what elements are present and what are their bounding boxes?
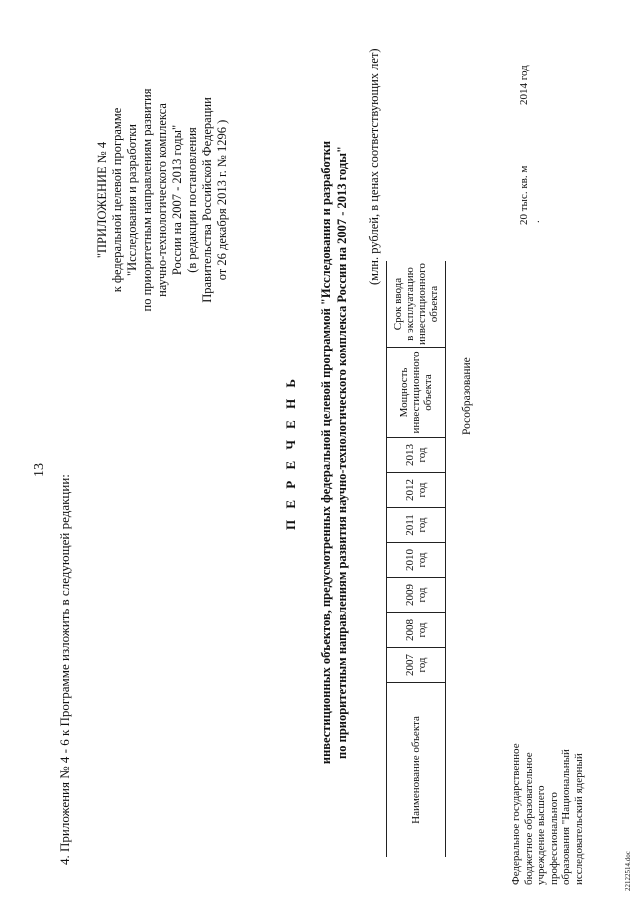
object-line: бюджетное образовательное bbox=[522, 752, 535, 885]
appendix-line: (в редакции постановления bbox=[185, 127, 199, 273]
investment-table bbox=[386, 261, 446, 857]
appendix-line: по приоритетным направлениям развития bbox=[140, 88, 154, 312]
subtitle-line: по приоритетным направлениям развития научно-технологического комплекса России на 2007 - 2013 годы" bbox=[335, 146, 349, 759]
header-year-2012: 2012 год bbox=[387, 473, 446, 508]
stray-dot: . bbox=[530, 220, 542, 223]
object-line: профессионального bbox=[547, 792, 560, 885]
header-commissioning-date: Срок ввода в эксплуатацию инвестиционного объекта bbox=[387, 261, 446, 347]
list-subtitle bbox=[318, 30, 350, 875]
appendix-line: к федеральной целевой программе bbox=[110, 107, 124, 293]
capacity-value: 20 тыс. кв. м bbox=[518, 165, 530, 225]
appendix-line: России на 2007 - 2013 годы" bbox=[170, 124, 184, 276]
object-line: образования "Национальный bbox=[560, 749, 572, 885]
appendix-line: научно-технологического комплекса bbox=[155, 103, 169, 297]
file-name-footer: 22122514.doc bbox=[624, 851, 632, 891]
units-note: (млн. рублей, в ценах соответствующих лет) bbox=[367, 48, 381, 285]
appendix-line: Правительства Российской Федерации bbox=[200, 97, 214, 303]
header-capacity: Мощность инвестиционного объекта bbox=[387, 348, 446, 438]
intro-paragraph: 4. Приложения № 4 - 6 к Программе изложить в следующей редакции: bbox=[57, 474, 72, 865]
header-year-2010: 2010 год bbox=[387, 543, 446, 578]
object-line: учреждение высшего bbox=[535, 785, 547, 885]
subtitle-line: инвестиционных объектов, предусмотренных федеральной целевой программой "Исследования и разработки bbox=[319, 140, 333, 765]
ministry-section-label: Рособразование bbox=[461, 357, 473, 435]
header-year-2008: 2008 год bbox=[387, 613, 446, 648]
table-header-row bbox=[387, 261, 446, 857]
object-line: Федеральное государственное bbox=[510, 743, 522, 885]
header-year-2009: 2009 год bbox=[387, 578, 446, 613]
appendix-line: от 26 декабря 2013 г. № 1296 ) bbox=[215, 119, 229, 281]
appendix-line: "ПРИЛОЖЕНИЕ № 4 bbox=[95, 141, 109, 259]
page-number: 13 bbox=[32, 463, 47, 477]
header-year-2007: 2007 год bbox=[387, 648, 446, 683]
list-title: П Е Р Е Ч Е Н Ь bbox=[283, 374, 298, 531]
object-name-cell bbox=[510, 705, 585, 885]
header-object-name: Наименование объекта bbox=[387, 683, 446, 858]
appendix-header bbox=[95, 50, 230, 350]
commissioning-year-value: 2014 год bbox=[518, 65, 530, 105]
header-year-2011: 2011 год bbox=[387, 508, 446, 543]
appendix-line: "Исследования и разработки bbox=[125, 124, 139, 277]
header-year-2013: 2013 год bbox=[387, 438, 446, 473]
object-line: исследовательский ядерный bbox=[572, 753, 585, 885]
